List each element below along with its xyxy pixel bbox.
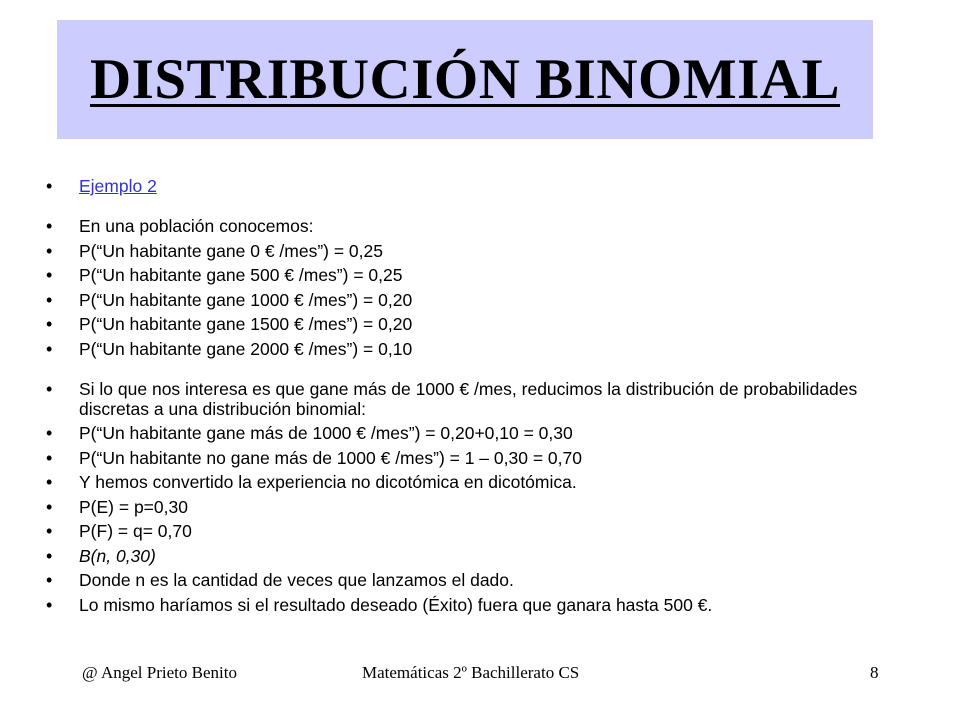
bullet-item: • P(E) = p=0,30 [46, 497, 916, 517]
bullet-item: • P(“Un habitante gane 0 € /mes”) = 0,25 [46, 241, 916, 261]
bullet-item: • B(n, 0,30) [46, 546, 916, 566]
bullet-item: • Y hemos convertido la experiencia no dicotómica en dicotómica. [46, 472, 916, 492]
bullet-item: • P(“Un habitante gane 2000 € /mes”) = 0,10 [46, 339, 916, 359]
example-link-text[interactable]: Ejemplo 2 [79, 176, 157, 196]
bullet-item: • Donde n es la cantidad de veces que lanzamos el dado. [46, 570, 916, 590]
bullet-item: • Lo mismo haríamos si el resultado deseado (Éxito) fuera que ganara hasta 500 €. [46, 595, 916, 615]
title-banner [57, 20, 873, 139]
footer-course: Matemáticas 2º Bachillerato CS [362, 663, 580, 682]
bullet-example-link[interactable] [46, 176, 916, 196]
footer-page-number: 8 [870, 663, 879, 682]
slide-footer [0, 663, 960, 687]
bullet-item: • P(F) = q= 0,70 [46, 521, 916, 541]
bullet-item: • En una población conocemos: [46, 216, 916, 236]
bullet-list [46, 176, 916, 615]
bullet-item: • P(“Un habitante gane más de 1000 € /mes”) = 0,20+0,10 = 0,30 [46, 423, 916, 443]
footer-author: @ Angel Prieto Benito [82, 663, 237, 682]
slide-content [46, 176, 916, 619]
bullet-item: • P(“Un habitante gane 1000 € /mes”) = 0,20 [46, 290, 916, 310]
bullet-item: • P(“Un habitante no gane más de 1000 € /mes”) = 1 – 0,30 = 0,70 [46, 448, 916, 468]
slide-title: DISTRIBUCIÓN BINOMIAL [89, 48, 841, 111]
bullet-item: • Si lo que nos interesa es que gane más de 1000 € /mes, reducimos la distribución de probabilidades discretas a una distribución binomial: [46, 379, 916, 419]
bullet-item: • P(“Un habitante gane 500 € /mes”) = 0,25 [46, 265, 916, 285]
bullet-item: • P(“Un habitante gane 1500 € /mes”) = 0,20 [46, 314, 916, 334]
